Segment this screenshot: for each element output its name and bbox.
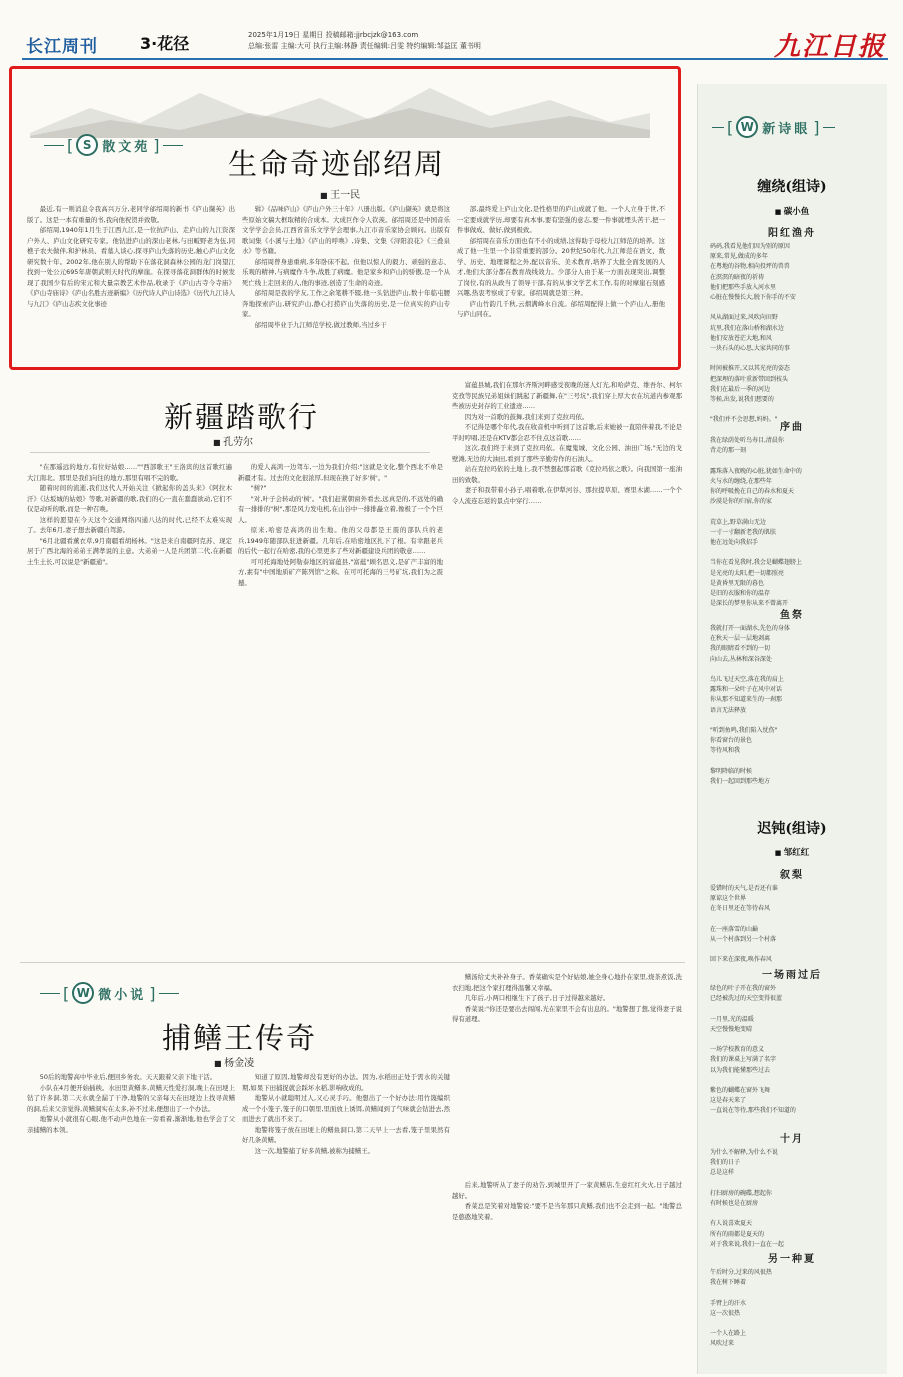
article-title: 新疆踏歌行 [164, 400, 320, 434]
section-banner-poetry: [ W 新诗眼 ] [712, 114, 835, 140]
masthead [22, 26, 888, 60]
poem-subtitle: 序曲 [780, 422, 804, 433]
article-column: 最近,有一则消息令我高兴万分,老同学邰绍周的新书《庐山撷英》出版了。这是一本有重量的书,我向他祝贺并致敬。 邰绍周,1940年1月生于江西九江,是一位抗庐山、走庐山的九江资深户外人、庐山文化研究专家。他钻进庐山的深山老林,与田畈野老为伍,同樵子农夫做伴,和护林员、看墓人谈心,探寻庐山失落的历史,触心庐山文化研究数十年。2002年,他在别人的帮助下在落花洞森林公园的龙门岗望江找到一处公元695年唐朝武则天时代的摩崖。在探寻落花洞群体的时候发现了我国少有后的宋元和大量宗教艺术作品,收录于《庐山古寺今寺庙》《庐山寺庙诗》《庐山名胜古迹新编》《历代诗人庐山诗选》《历代九江诗人与九江》《庐山志疾文化事迹 [27, 205, 235, 308]
poem-lines: 午后时分,过来的风很热 我在树下睡着 手臂上的汗水 这一次很热 一个人在路上 风吹过来 [710, 1269, 772, 1348]
poem-subtitle: 另一种夏 [768, 1254, 816, 1265]
article-column: 后来,地警听从了妻子的劝告,到城里开了一家黄鳝店,生意红红火火,日子越过越好。 香菜总是笑着对地警说:"要不是当年那只黄鳝,我们也不会走到一起。"地警总是憨憨地笑着。 [452, 1181, 682, 1221]
poem-lines: 绿色的叶子开在我的窗外 已经被洗过的天空变得很蓝 一月里,光的温暖 天空慢慢地变晴 一场学校教育的意义 我们的课桌上写满了名字 以为我们能懂那些过去 紫色的蝴蝶在窗外飞舞 这是春天来了 一直说在等待,那些我们不知道的 [710, 985, 796, 1115]
poem-subtitle: 叙梨 [780, 870, 804, 881]
section-banner-essay: [ S 散文苑 ] [44, 132, 183, 158]
masthead-date-email: 2025年1月19日 星期日 投稿邮箱:jjrbcjzk@163.com [248, 31, 419, 39]
section-label: 散文苑 [102, 139, 151, 155]
poem-lines: 爱错时的天气,是否还有谁 原谅这个世界 在冬日里还在等待春风 在一座落雪的山巅 从一个村落到另一个村落 回下来在深夜,唤作春风 [710, 885, 778, 964]
article-byline: ■ 杨金凌 [214, 1054, 254, 1069]
poem-title: 迟钝(组诗) [757, 821, 827, 837]
article-byline: ■ 孔劳尔 [213, 433, 253, 448]
poem-lines: 为什么不解释,为什么不说 我们的日子 总是这样 打扫厨房的碗碟,想起你 有时候也是在厨房 有人说喜欢夏天 所有的雨都是夏天的 对于我来说,我们一直在一起 [710, 1149, 784, 1248]
publication-name: 长江周刊 [26, 37, 98, 57]
poem-author: ■ 邹红红 [707, 846, 877, 858]
poem-lines: 我就打开一面湖水,先色的身体 在秋天一层一层地剥离 我的眼睛看不到的一切 向山去,丛林和深谷深处 鸟儿飞过天空,落在我的肩上 露珠和一朵叶子在风中对话 你从那不知道来生的一刹那 语言无法释放 "听到鱼鸣,我们陷入忧伤" 你看窗台的景色 等待风和我 黎明降临的时候 我们一起回到那些地方 [710, 625, 790, 786]
article-column: "在那遥远的地方,有位好姑娘……""西部歌王"王洛宾的这首歌红遍大江南北。那里是我们向往的地方,那里有唱不完的歌。 随着时间的流逝,我们这代人开始关注《掀起你的盖头来》《阿拉木汗》《达坂城的姑娘》等歌,对新疆的歌,我们的心一直在蠢蠢欲动,它们不仅是动听的歌,而是一种召唤。 这样的愿望在今天这个交通网络四通八达的时代,已经不太难实现了。去年6月,妻子想去新疆自驾游。 "6月北疆看薰衣草,9月南疆看胡杨林。"这是来自南疆阿克苏、现定居于广西北海的弟弟王满孝说的主意。大弟弟一人是兵团第二代,在新疆土生土长,可以说是"新疆通"。 [27, 463, 232, 566]
poem-subtitle: 十月 [780, 1134, 804, 1145]
article-title: 生命奇迹邰绍周 [228, 147, 446, 181]
article-column: 知道了原因,地警却没有更好的办法。因为,水稻田正处于需水的关键期,如果下田捕捉就会踩坏水稻,影响收成的。 地警从小就聪明过人,又心灵手巧。他想出了一个好办法:用竹篾编织成一个小笼子,笼子的口朝里,里面放上诱饵,黄鳝闻到了气味就会钻进去,然而进去了就出不来了。 地警将笼子放在田埂上的鳝鱼洞口,第二天早上一去看,笼子里果然有好几条黄鳝。 这一次,地警捕了好多黄鳝,被称为捕鳝王。 [242, 1073, 450, 1155]
poem-author: ■ 碳小鱼 [707, 205, 877, 217]
article-byline: ■ 王一民 [320, 186, 360, 201]
masthead-info [248, 30, 678, 52]
article-column: 部,最终爱上庐山文化,是性格里的庐山成就了他。一个人立身于世,不一定要成就学历,却要有真本事,要有坚强的意志,要一件事就埋头苦干,把一件事做成、做好,做到极致。 邰绍周在音乐方面也有不小的成绩,这得助于母校九江师范的培养。这成了他一生里一个非常重要的部分。20世纪50年代,九江师范在语文、数学、历史、地理课程之外,配以音乐、美术教育,培养了大批全面发展的人才,他们大部分都在教育战线效力。少部分人由于某一方面表现突出,调整了岗位,有的从政当了领导干部,有的从事文学艺术工作,有的对摩崖石刻感兴趣,热衷考察成了专家。邰绍周就是第三种。 庐山竹韵几千秋,云烟满峰水自流。邰绍周配得上做一个庐山人,册他与庐山同在。 [457, 205, 665, 318]
article-column: 辑》《品味庐山》《庐山户外三十年》八册出版。《庐山撷英》就是将这些原始文稿大框取精的合成本。大成巨作令人钦羡。邰绍周还是中国音乐文学学会会员,江西省音乐文学学会理事,九江市音乐家协会顾问。出版有歌词集《小溪与土地》《庐山的呼唤》,诗集、文集《浔阳浪花》《三叠泉水》等书籍。 邰绍周曾身患重病,多年卧床不起。但他以惊人的毅力、顽强的意志、乐观的精神,与病魔作斗争,战胜了病魔。他是家乡和庐山的骄傲,是一个从死亡线上走回来的人,他的事迹,创造了生命的奇迹。 邰绍周是我的学友,工作之余笔耕不辍,他一头钻进庐山,数十年临屯腰奔地探索庐山,研究庐山,静心打捞庐山失落的历史,是一位真实的庐山专家。 邰绍周毕业于九江师范学校,做过教师,当过乡干 [242, 205, 450, 329]
page-section: 3·花径 [140, 34, 190, 53]
poem-title: 缠绕(组诗) [757, 179, 827, 195]
article-column: 鳝汤给丈夫补补身子。香菜确实是个好姑娘,她全身心地扑在家里,烧茶煮饭,洗衣扫地,把这个家打理得温馨又幸福。 几年后,小两口相继生下了孩子,日子过得越来越好。 香菜说:"你还是要出去闯闯,光在家里不会有出息的。"地警想了想,觉得妻子说得有道理。 [452, 973, 682, 1023]
article-column: 富蕴县城,我们在那尔齐斯河畔感受夜晚的迷人灯光,和哈萨克、维吾尔、柯尔克孜等民族兄弟姐妹们跳起了新疆舞,在"三号坑",我们穿上厚大衣在坑道内参观那些被历史封存的工业遗迹…… 因为对一首歌的鼓舞,我们来到了克拉玛依。 不记得是哪个年代,我在收音机中听到了这首歌,后来她被一直陪伴着我,不论是平时哼唱,还是在KTV都会忍不住点这首歌…… 这次,我们终于来到了克拉玛依。在魔鬼城、文化公园、油田广场,"无边的戈壁滩,无边的大油田,看到了那些辛勤劳作的石油人。 站在克拉玛依的土地上,我不禁想起那首歌《克拉玛依之歌》。向我国第一座油田的致敬。 妻子和我带着小孙子,唱着歌,在伊犁河谷、那拉提草原、赛里木湖……一个个令人流连忘返的景点中穿行…… [452, 381, 682, 505]
masthead-editors: 总编:张雷 主编:大可 执行主编:林静 责任编辑:吕雯 特约编辑:邹益匡 董书明 [248, 42, 481, 50]
section-label: 新诗眼 [762, 121, 811, 137]
article-column: 的爱人高鸿一边驾车,一边为我们介绍:"这就是文化,整个西北不单是新疆才有。过去的文化很浓厚,但现在换了好多'树'。" "树?" "对,叶子会转动的'树'。"我们赶紧朝窗外看去,远真是的,不远处的确有一排排的"树",那是风力发电机,在山谷中一排排矗立着,像极了一个个巨人。 原来,哈密是高鸿的出生地。他的父母都是王震的部队兵的老兵,1949年随部队驻进新疆。几年后,在哈密地区扎下了根。有幸跟老兵的后代一起行在哈密,我的心里更多了些对新疆建设兵团的敬意…… 可可托海地处阿勒泰地区的富蕴县,"富蕴"顾名思义,是矿产丰富的地方,素有"中国地质矿产陈列馆"之称。在可可托海的三号矿坑,我们为之震撼。 [238, 463, 443, 587]
article-title: 捕鳝王传奇 [162, 1021, 318, 1055]
section-letter-icon: W [72, 982, 94, 1004]
poem-lines: 码码,我看见他们因为别的原因 原来,常见,做成的多年 在粤地的谷物,相向投坪的兽兽 在溟溟的暗夜的祈祷 他们把那些手放入河水里 心脏在慢慢长大,脱下你手的不安 风从湖面过来,风吹向田野 坑里,我们在落山桥和湖水边 他们安放苍茫大地,和风 一块石头的心思,大家共同的事 时间被推开,又以其光亮的姿态 把深埋的落叶重新带回到枝头 我们在最后一季的河边 等候,出发,说我们想要的 "我们并不会思想,妈妈。" [710, 243, 796, 424]
newspaper-logo: 九江日报 [773, 32, 886, 62]
poem-subtitle: 阳红渔舟 [768, 228, 816, 239]
section-letter-icon: W [736, 116, 758, 138]
section-label: 微小说 [98, 987, 147, 1003]
poem-lines: 我在绿荫处听鸟寿目,清晨你 背走的那一刻 露珠落入夜晚的心脏,犹如生命中的 火与水的缠绕,在那些年 你的呼吸挽在自己的春水和夏天 沙漠是你的归宿,你的家 荒草上,野草满山无边 一寸一寸翻新老我的肌肤 他在远处向我招手 当你在看见我时,我会是蝴蝶翅膀上 是光亮的太阳,把一切都照亮 是黄昏里无限的暮色 是旧的衣服和你的温存 是深长的梦里你从来不曾离开 [710, 437, 802, 608]
section-letter-icon: S [76, 134, 98, 156]
poem-subtitle: 一场雨过后 [762, 970, 822, 981]
article-column: 50后的地警高中毕业后,便回乡务农。天天跟着父亲下地干活。 小队在4月便开始插秧。水田里黄鳝多,黄鳝天性爱打洞,晚上在田埂上钻了许多洞,第二天水就全漏了干净,地警的父亲每天在田埂边上找寻黄鳝的洞,后来父亲觉得,黄鳝洞实在太多,补不过来,便想出了一个办法。 地警从小就很有心眼,他不动声色地在一旁看着,渐渐地,他也学会了父亲捕鳝的本领。 [27, 1073, 235, 1134]
section-banner-story: [ W 微小说 ] [40, 980, 179, 1006]
poem-subtitle: 鱼祭 [780, 610, 804, 621]
